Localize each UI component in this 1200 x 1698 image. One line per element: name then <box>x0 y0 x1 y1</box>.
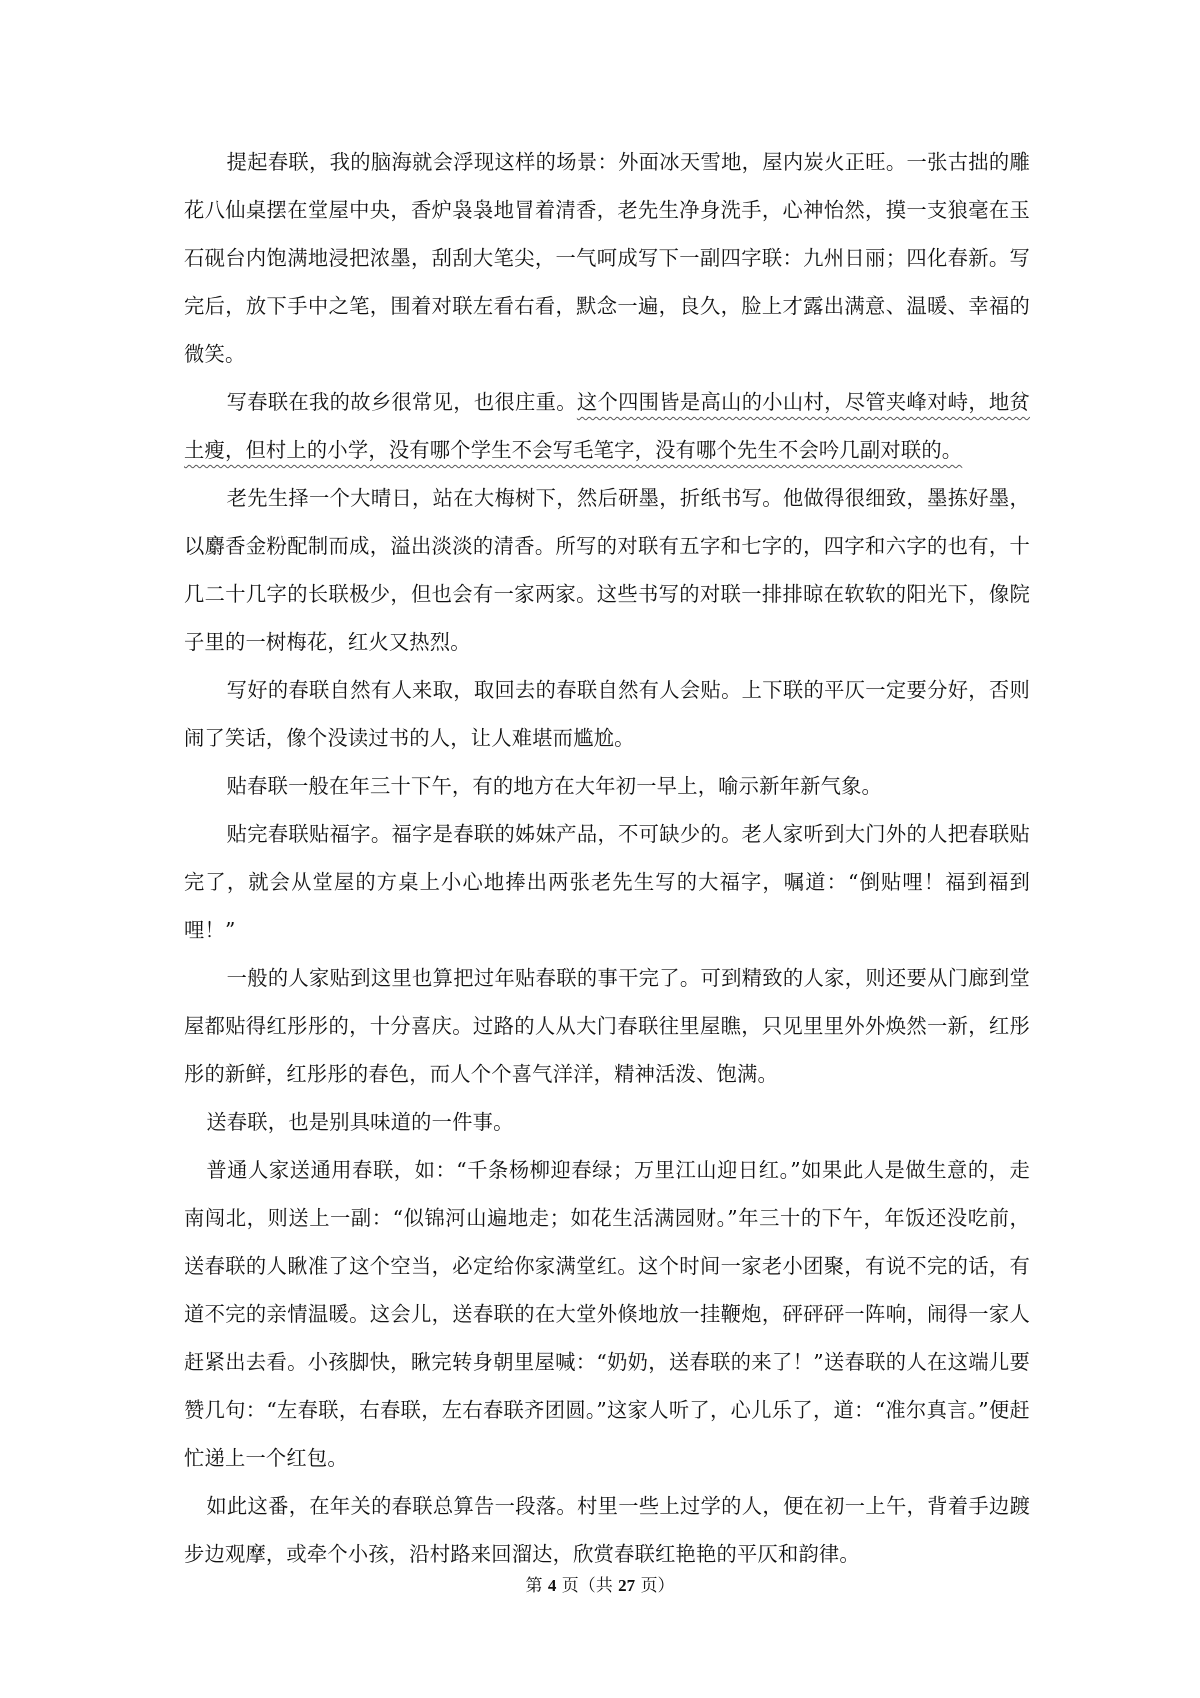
paragraph: 如此这番，在年关的春联总算告一段落。村里一些上过学的人，便在初一上午，背着手边踱步边观摩，或牵个小孩，沿村路来回溜达，欣赏春联红艳艳的平仄和韵律。 <box>184 1494 1030 1566</box>
paragraph: 提起春联，我的脑海就会浮现这样的场景：外面冰天雪地，屋内炭火正旺。一张古拙的雕花八仙桌摆在堂屋中央，香炉袅袅地冒着清香，老先生净身洗手，心神怡然，摸一支狼毫在玉石砚台内饱满地浸把浓墨，刮刮大笔尖，一气呵成写下一副四字联：九州日丽；四化春新。写完后，放下手中之笔，围着对联左看右看，默念一遍，良久，脸上才露出满意、温暖、幸福的微笑。 <box>184 150 1030 366</box>
paragraph: 老先生择一个大晴日，站在大梅树下，然后研墨，折纸书写。他做得很细致，墨拣好墨，以麝香金粉配制而成，溢出淡淡的清香。所写的对联有五字和七字的，四字和六字的也有，十几二十几字的长联极少，但也会有一家两家。这些书写的对联一排排晾在软软的阳光下，像院子里的一树梅花，红火又热烈。 <box>184 486 1030 654</box>
underlined-sentence: 这个四围皆是高山的小山村，尽管夹峰对峙，地贫土瘦，但村上的小学，没有哪个学生不会写毛笔字，没有哪个先生不会吟几副对联的。 <box>184 390 1031 462</box>
footer-suffix: 页） <box>640 1576 675 1596</box>
paragraph: 一般的人家贴到这里也算把过年贴春联的事干完了。可到精致的人家，则还要从门廊到堂屋都贴得红彤彤的，十分喜庆。过路的人从大门春联往里屋瞧，只见里里外外焕然一新，红彤彤的新鲜，红彤彤的春色，而人个个喜气洋洋，精神活泼、饱满。 <box>184 966 1030 1086</box>
paragraph: 送春联，也是别具味道的一件事。 <box>206 1110 514 1134</box>
page-footer <box>0 1575 1200 1597</box>
article-body <box>184 138 1030 1578</box>
footer-middle: 页（共 <box>561 1576 613 1596</box>
page-number: 4 <box>547 1576 557 1595</box>
paragraph: 普通人家送通用春联，如：“千条杨柳迎春绿；万里江山迎日红。”如果此人是做生意的，走南闯北，则送上一副：“似锦河山遍地走；如花生活满园财。”年三十的下午，年饭还没吃前，送春联的人瞅准了这个空当，必定给你家满堂红。这个时间一家老小团聚，有说不完的话，有道不完的亲情温暖。这会儿，送春联的在大堂外倏地放一挂鞭炮，砰砰砰一阵响，闹得一家人赶紧出去看。小孩脚快，瞅完转身朝里屋喊：“奶奶，送春联的来了！”送春联的人在这端儿要赞几句：“左春联，右春联，左右春联齐团圆。”这家人听了，心儿乐了，道：“准尔真言。”便赶忙递上一个红包。 <box>184 1158 1030 1470</box>
footer-prefix: 第 <box>525 1576 543 1596</box>
paragraph: 贴春联一般在年三十下午，有的地方在大年初一早上，喻示新年新气象。 <box>226 774 883 798</box>
paragraph-lead: 写春联在我的故乡很常见，也很庄重。 <box>226 390 577 414</box>
paragraph: 贴完春联贴福字。福字是春联的姊妹产品，不可缺少的。老人家听到大门外的人把春联贴完了，就会从堂屋的方桌上小心地捧出两张老先生写的大福字，嘱道：“倒贴哩！福到福到哩！” <box>184 822 1030 942</box>
paragraph <box>184 378 1030 474</box>
total-pages: 27 <box>618 1576 636 1595</box>
paragraph: 写好的春联自然有人来取，取回去的春联自然有人会贴。上下联的平仄一定要分好，否则闹了笑话，像个没读过书的人，让人难堪而尴尬。 <box>184 678 1030 750</box>
